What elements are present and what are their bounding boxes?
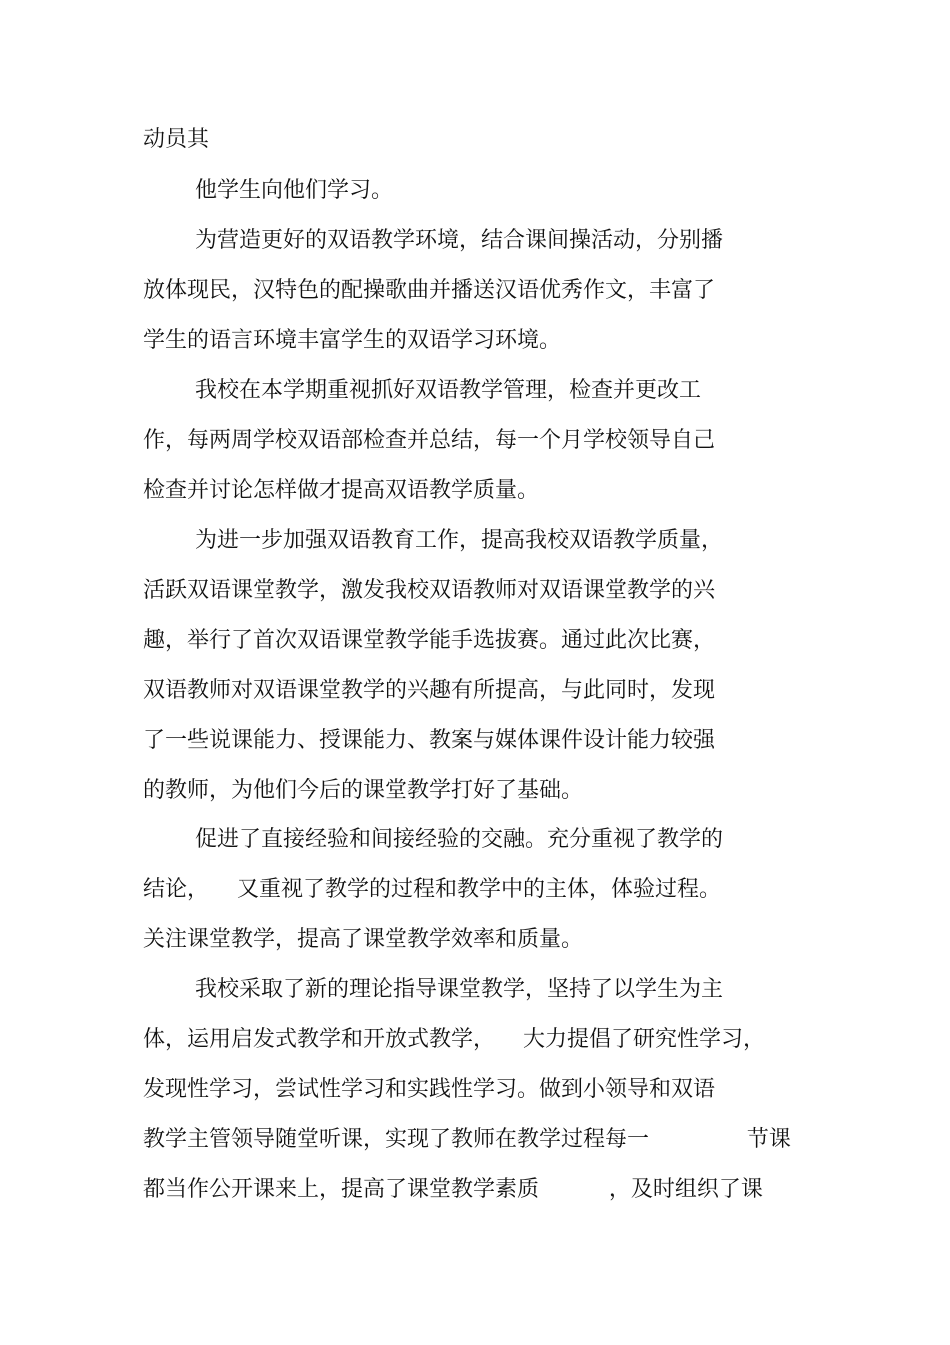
text-line: 我校在本学期重视抓好双语教学管理，检查并更改工: [195, 378, 702, 403]
text-line: 为营造更好的双语教学环境，结合课间操活动，分别播: [195, 228, 724, 253]
text-line: 作，每两周学校双语部检查并总结，每一个月学校领导自己: [143, 428, 716, 453]
text-line: 结论， 又重视了教学的过程和教学中的主体，体验过程。: [143, 877, 721, 902]
text-line: 都当作公开课来上，提高了课堂教学素质 ，及时组织了课: [143, 1177, 763, 1202]
text-line: 活跃双语课堂教学，激发我校双语教师对双语课堂教学的兴: [143, 578, 716, 603]
text-line: 他学生向他们学习。: [195, 178, 394, 203]
text-line: 了一些说课能力、授课能力、教案与媒体课件设计能力较强: [143, 728, 716, 753]
text-line: 双语教师对双语课堂教学的兴趣有所提高，与此同时，发现: [143, 678, 716, 703]
text-line: 趣，举行了首次双语课堂教学能手选拔赛。通过此次比赛，: [143, 628, 716, 653]
text-line: 教学主管领导随堂听课，实现了教师在教学过程每一 节课: [143, 1127, 791, 1152]
text-line: 发现性学习，尝试性学习和实践性学习。做到小领导和双语: [143, 1077, 716, 1102]
text-line: 关注课堂教学，提高了课堂教学效率和质量。: [143, 927, 584, 952]
text-line: 我校采取了新的理论指导课堂教学，坚持了以学生为主: [195, 977, 724, 1002]
text-line: 检查并讨论怎样做才提高双语教学质量。: [143, 478, 540, 503]
text-line: 动员其: [143, 127, 210, 152]
text-line: 放体现民，汉特色的配操歌曲并播送汉语优秀作文，丰富了: [143, 278, 716, 303]
text-line: 体，运用启发式教学和开放式教学， 大力提倡了研究性学习，: [143, 1027, 765, 1052]
text-line: 的教师，为他们今后的课堂教学打好了基础。: [143, 778, 584, 803]
text-line: 学生的语言环境丰富学生的双语学习环境。: [143, 328, 562, 353]
text-line: 为进一步加强双语教育工作，提高我校双语教学质量，: [195, 528, 724, 553]
text-line: 促进了直接经验和间接经验的交融。充分重视了教学的: [195, 827, 724, 852]
